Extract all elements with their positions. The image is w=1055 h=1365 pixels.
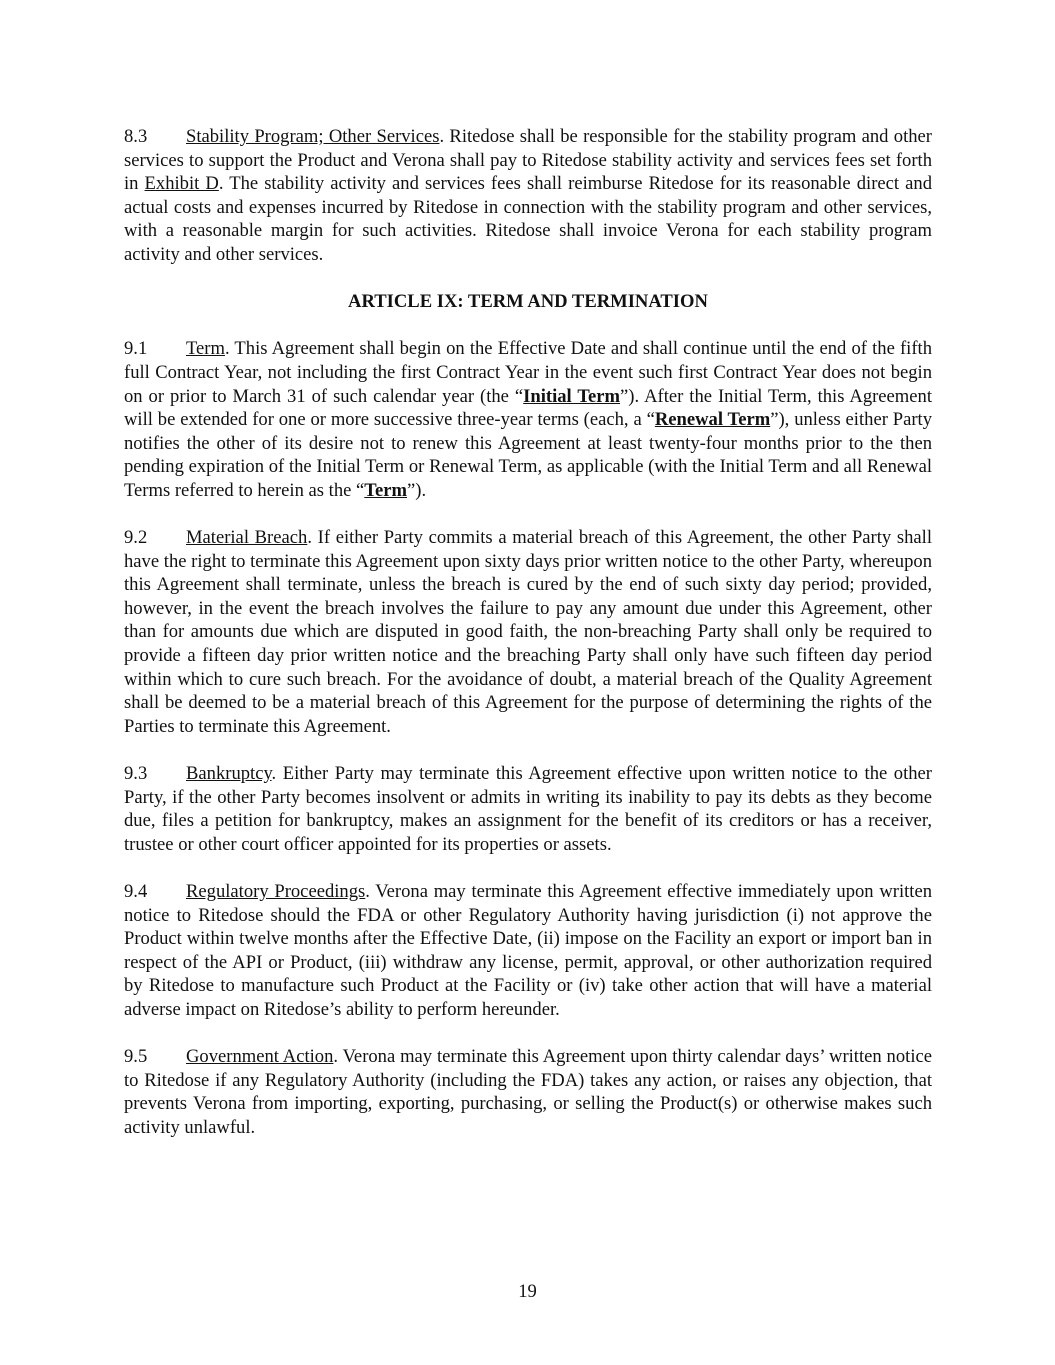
defined-term: Term: [364, 479, 407, 501]
section-heading: Material Breach: [186, 527, 308, 549]
section-text: ”).: [407, 479, 427, 501]
section-number: 9.2: [124, 527, 148, 549]
section-heading: Government Action: [186, 1046, 334, 1068]
section-heading: Term: [186, 338, 225, 360]
article-heading: ARTICLE IX: TERM AND TERMINATION: [348, 291, 708, 313]
defined-term: Initial Term: [523, 385, 621, 407]
section-text: . If either Party commits a material breach of this Agreement, the other Party shall have the right to terminate this Agreement upon sixty days prior written notice to the other Party, whereupon this Agreement shall terminate, unless the breach is cured by the end of such sixty day period; provided, however, in the event the breach involves the failure to pay any amount due under this Agreement, other than for amounts due which are disputed in good faith, the non-breaching Party shall only be required to provide a fifteen day prior written notice and the breaching Party shall only have such fifteen day period within which to cure such breach. For the avoidance of doubt, a material breach of the Quality Agreement shall be deemed to be a material breach of this Agreement for the purpose of determining the rights of the Parties to terminate this Agreement.: [124, 527, 932, 737]
section-number: 9.5: [124, 1046, 148, 1068]
document-page: [124, 125, 932, 1163]
section-text: . Either Party may terminate this Agreement effective upon written notice to the other Party, if the other Party becomes insolvent or admits in writing its inability to pay its debts as they become due, files a petition for bankruptcy, makes an assignment for the benefit of its creditors or has a receiver, trustee or other court officer appointed for its properties or assets.: [124, 763, 932, 855]
section-number: 9.1: [124, 338, 148, 360]
section-heading: Stability Program; Other Services: [186, 126, 440, 147]
page-number: 19: [518, 1281, 537, 1302]
section-text: . This Agreement shall begin on the Effective Date and shall continue until the end of the fifth full Contract Year, not including the first Contract Year in the event such first Contract Year does not begin on or prior to March 31 of such calendar year (the “: [124, 338, 932, 407]
section-8-3: [124, 125, 932, 267]
defined-term: Renewal Term: [654, 409, 771, 431]
section-heading: Bankruptcy: [186, 763, 272, 785]
section-text: . Verona may terminate this Agreement upon thirty calendar days’ written notice to Ritedose if any Regulatory Authority (including the FDA) takes any action, or raises any objection, that prevents Verona from importing, exporting, purchasing, or selling the Product(s) or otherwise makes such activity unlawful.: [124, 1046, 932, 1138]
section-text: . The stability activity and services fees shall reimburse Ritedose for its reasonable direct and actual costs and expenses incurred by Ritedose in connection with the stability program and other services, with a reasonable margin for such activities. Ritedose shall invoice Verona for each stability program activity and other services.: [124, 173, 932, 265]
section-9-1: [124, 337, 932, 502]
section-9-5: [124, 1045, 932, 1139]
section-text: . Verona may terminate this Agreement effective immediately upon written notice to Ritedose should the FDA or other Regulatory Authority having jurisdiction (i) not approve the Product within twelve months after the Effective Date, (ii) impose on the Facility an export or import ban in respect of the API or Product, (iii) withdraw any license, permit, approval, or other authorization required by Ritedose to manufacture such Product at the Facility or (iv) take other action that will have a material adverse impact on Ritedose’s ability to perform hereunder.: [124, 881, 933, 1020]
section-9-2: [124, 526, 932, 738]
section-heading: Regulatory Proceedings: [186, 881, 366, 902]
section-number: 9.4: [124, 881, 148, 902]
section-text: ”), unless either Party notifies the other of its desire not to renew this Agreement at least twenty-four months prior to the then pending expiration of the Initial Term or Renewal Term, as applicable (with the Initial Term and all Renewal Terms referred to herein as the “: [124, 409, 933, 501]
section-number: 9.3: [124, 763, 148, 785]
exhibit-reference: Exhibit D: [144, 173, 219, 195]
section-9-4: [124, 880, 932, 1022]
section-9-3: [124, 762, 932, 856]
section-text: ”). After the Initial Term, this Agreement will be extended for one or more successive three-year terms (each, a “: [124, 385, 932, 431]
section-number: 8.3: [124, 126, 148, 147]
section-text: . Ritedose shall be responsible for the stability program and other services to support the Product and Verona shall pay to Ritedose stability activity and services fees set forth in: [124, 126, 932, 195]
